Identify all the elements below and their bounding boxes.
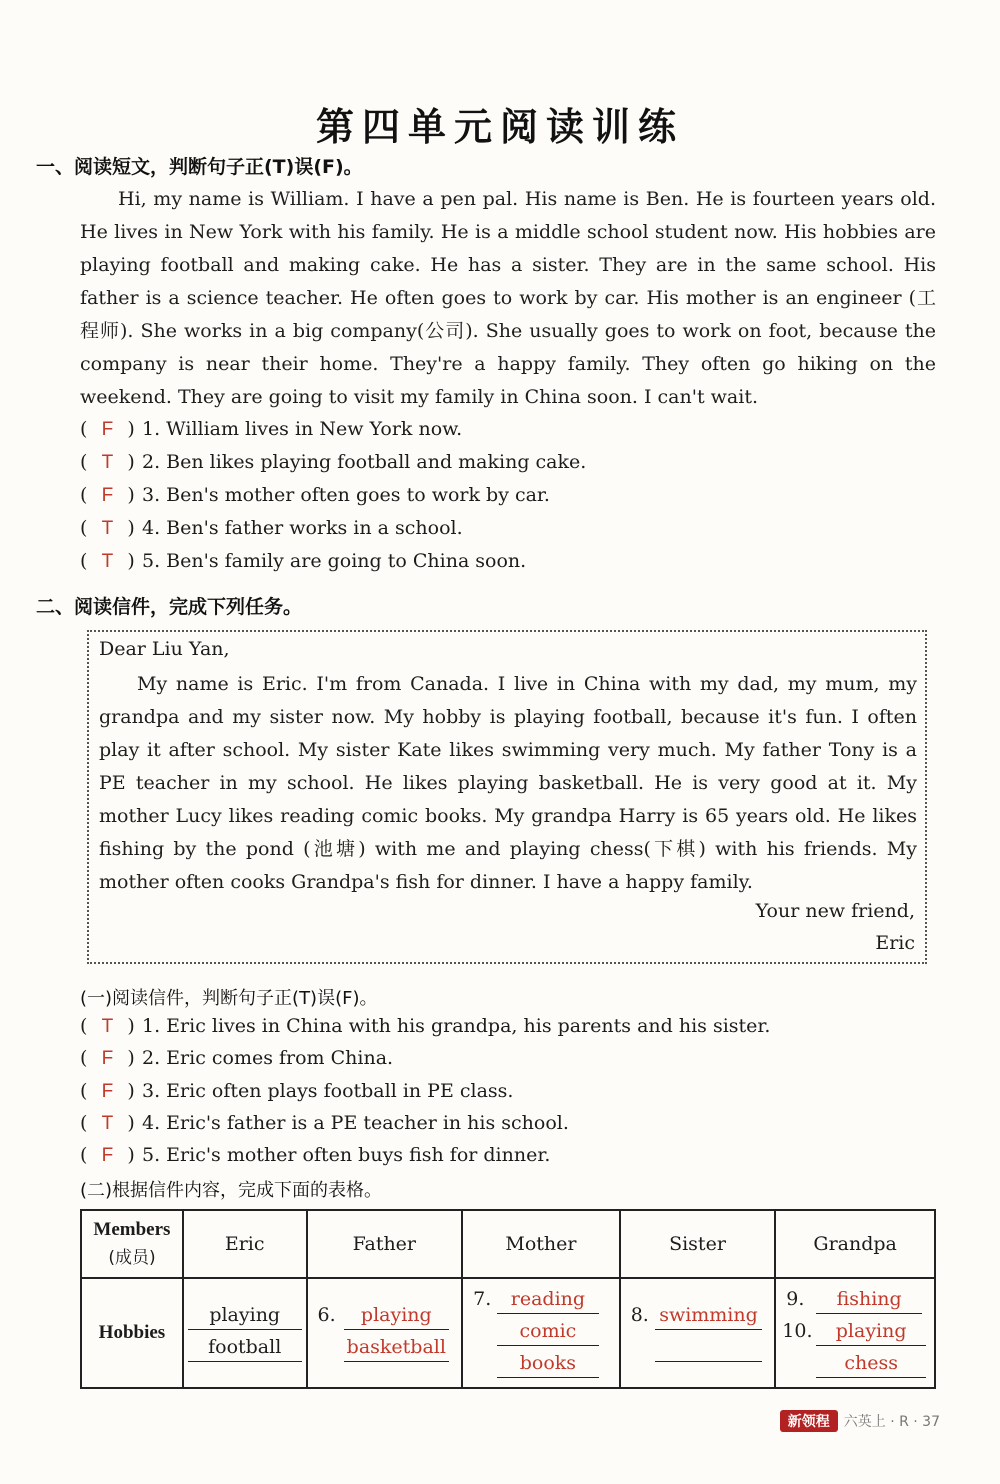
members-header: Members (成员): [81, 1210, 183, 1278]
answer-mark: T: [101, 1016, 114, 1037]
question-row: ( F ) 5. Eric's mother often buys fish for dinner.: [80, 1140, 550, 1170]
reading-passage: Hi, my name is William. I have a pen pal. His name is Ben. He is fourteen years old. He lives in New York with his family. He is a middle school student now. His hobbies are playing football and making cake. He has a sister. They are in the same school. His father is a science teacher. He often goes to work by car. His mother is an engineer (工程师). She works in a big company(公司). She usually goes to work on foot, because the company is near their home. They're a happy family. They often go hiking on the weekend. They are going to visit my family in China soon. I can't wait.: [80, 188, 936, 408]
grandpa-hobby-cell: 9. fishing 10. playing chess: [775, 1278, 935, 1388]
question-text: 2. Eric comes from China.: [142, 1047, 394, 1069]
answer-mark: T: [101, 551, 114, 572]
column-header: Mother: [462, 1210, 620, 1278]
question-row: ( F ) 3. Ben's mother often goes to work by car.: [80, 480, 550, 510]
question-text: 3. Ben's mother often goes to work by car.: [142, 484, 550, 506]
hobbies-table: [80, 1209, 936, 1389]
answer-mark: T: [101, 1113, 114, 1134]
section-2-heading: 二、阅读信件，完成下列任务。: [36, 596, 303, 618]
question-text: 1. William lives in New York now.: [142, 418, 463, 440]
letter-closing: Your new friend,: [755, 900, 915, 922]
subsection-2-heading: (二)根据信件内容，完成下面的表格。: [80, 1180, 383, 1201]
question-row: ( T ) 1. Eric lives in China with his grandpa, his parents and his sister.: [80, 1011, 770, 1041]
brand-logo: 新领程: [780, 1410, 838, 1432]
section-1-heading: 一、阅读短文，判断句子正(T)误(F)。: [36, 156, 363, 178]
answer-mark: F: [101, 485, 114, 506]
question-row: ( F ) 2. Eric comes from China.: [80, 1043, 393, 1073]
page-footer: [780, 1410, 940, 1432]
question-text: 1. Eric lives in China with his grandpa, his parents and his sister.: [142, 1015, 771, 1037]
column-header: Grandpa: [775, 1210, 935, 1278]
mother-hobby-cell: 7. reading comic books: [462, 1278, 620, 1388]
subsection-1-heading: (一)阅读信件，判断句子正(T)误(F)。: [80, 988, 378, 1009]
question-text: 3. Eric often plays football in PE class.: [142, 1080, 514, 1102]
column-header: Father: [307, 1210, 463, 1278]
table-header-row: [81, 1210, 935, 1278]
question-text: 4. Eric's father is a PE teacher in his school.: [142, 1112, 569, 1134]
father-hobby-cell: 6. playing basketball: [307, 1278, 463, 1388]
column-header: Sister: [620, 1210, 776, 1278]
column-header: Eric: [183, 1210, 307, 1278]
question-text: 2. Ben likes playing football and making cake.: [142, 451, 587, 473]
letter-box: [87, 630, 927, 964]
page-number: 六英上 · R · 37: [843, 1414, 940, 1430]
question-row: ( F ) 1. William lives in New York now.: [80, 414, 462, 444]
question-text: 5. Eric's mother often buys fish for dinner.: [142, 1144, 551, 1166]
letter-greeting: Dear Liu Yan,: [99, 638, 230, 660]
answer-mark: T: [101, 518, 114, 539]
hobbies-header: Hobbies: [81, 1278, 183, 1388]
sister-hobby-cell: 8. swimming: [620, 1278, 776, 1388]
answer-mark: F: [101, 1081, 114, 1102]
question-row: ( T ) 4. Ben's father works in a school.: [80, 513, 463, 543]
question-row: ( F ) 3. Eric often plays football in PE class.: [80, 1076, 513, 1106]
question-row: ( T ) 2. Ben likes playing football and making cake.: [80, 447, 586, 477]
eric-hobby-cell: playing football: [183, 1278, 307, 1388]
letter-body: My name is Eric. I'm from Canada. I live in China with my dad, my mum, my grandpa and my sister now. My hobby is playing football, because it's fun. I often play it after school. My sister Kate likes swimming very much. My father Tony is a PE teacher in my school. He likes playing basketball. He is very good at it. My mother Lucy likes reading comic books. My grandpa Harry is 65 years old. He likes fishing by the pond (池塘) with me and playing chess(下棋) with his friends. My mother often cooks Grandpa's fish for dinner. I have a happy family.: [99, 673, 917, 893]
answer-mark: F: [101, 1145, 114, 1166]
answer-mark: T: [101, 452, 114, 473]
question-text: 5. Ben's family are going to China soon.: [142, 550, 527, 572]
page-title: 第四单元阅读训练: [315, 105, 684, 149]
question-text: 4. Ben's father works in a school.: [142, 517, 463, 539]
answer-mark: F: [101, 419, 114, 440]
answer-mark: F: [101, 1048, 114, 1069]
letter-signature: Eric: [875, 932, 915, 954]
table-row: [81, 1278, 935, 1388]
question-row: ( T ) 4. Eric's father is a PE teacher in his school.: [80, 1108, 569, 1138]
question-row: ( T ) 5. Ben's family are going to China soon.: [80, 546, 526, 576]
